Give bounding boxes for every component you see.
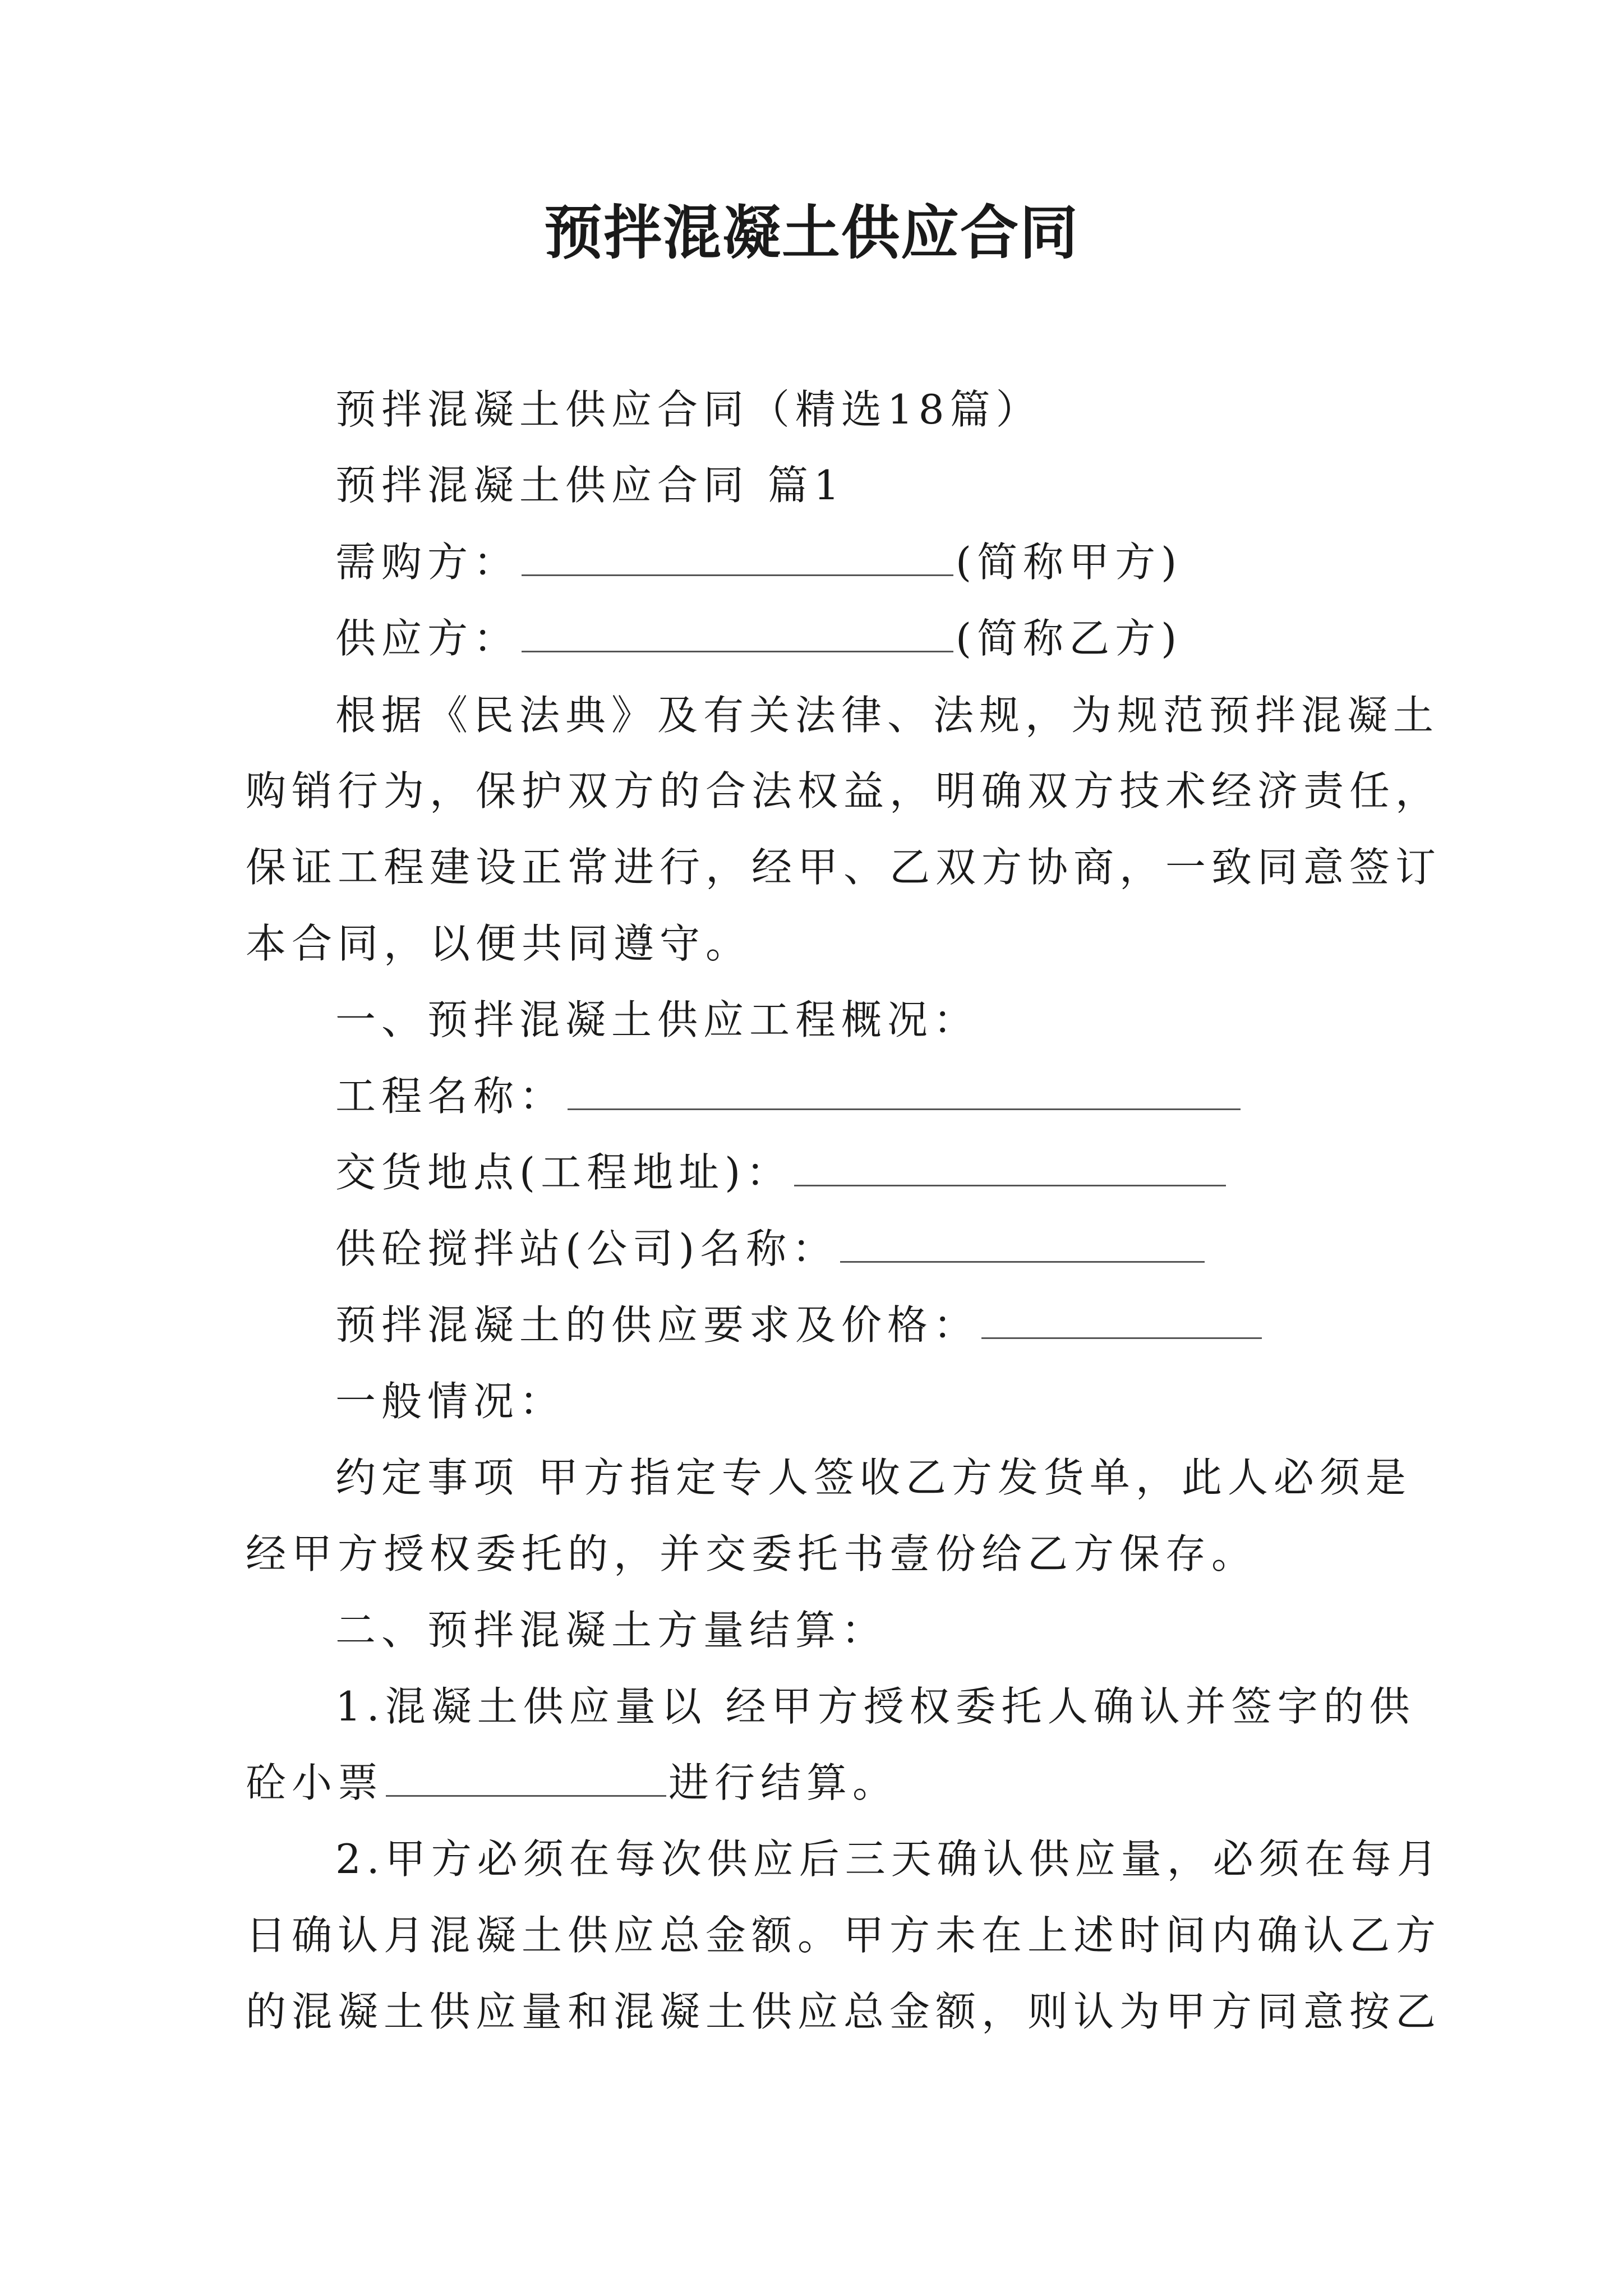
preamble-line-2: 购销行为，保护双方的合法权益，明确双方技术经济责任， bbox=[246, 767, 1442, 815]
item2-line-2: 日确认月混凝土供应总金额。甲方未在上述时间内确认乙方 bbox=[246, 1912, 1442, 1959]
project-name-blank bbox=[568, 1074, 1241, 1110]
preamble-line-4: 本合同，以便共同遵守。 bbox=[246, 920, 752, 967]
delivery-blank bbox=[794, 1150, 1226, 1186]
subtitle: 预拌混凝土供应合同（精选18篇） bbox=[335, 386, 1042, 433]
supplier-label: 供应方： bbox=[335, 615, 520, 662]
buyer-line bbox=[335, 534, 1182, 590]
project-name-label: 工程名称： bbox=[335, 1073, 566, 1120]
price-blank bbox=[981, 1303, 1262, 1339]
general-label: 一般情况： bbox=[335, 1378, 566, 1425]
station-label: 供砼搅拌站(公司)名称： bbox=[335, 1225, 838, 1272]
agreement-line-2: 经甲方授权委托的，并交委托书壹份给乙方保存。 bbox=[246, 1530, 1258, 1577]
section-heading: 预拌混凝土供应合同 篇1 bbox=[335, 462, 845, 509]
document-title: 预拌混凝土供应合同 bbox=[543, 198, 1079, 267]
preamble-line-3: 保证工程建设正常进行，经甲、乙双方协商，一致同意签订 bbox=[246, 844, 1442, 891]
item1-prefix: 砼小票 bbox=[246, 1759, 384, 1806]
price-line bbox=[335, 1297, 1264, 1353]
buyer-suffix: (简称甲方) bbox=[956, 539, 1183, 586]
delivery-line bbox=[335, 1144, 1228, 1200]
item2-line-1: 2.甲方必须在每次供应后三天确认供应量，必须在每月 bbox=[335, 1835, 1443, 1883]
delivery-label: 交货地点(工程地址)： bbox=[335, 1149, 792, 1196]
supplier-line bbox=[335, 610, 1182, 666]
item1-line-2 bbox=[246, 1755, 898, 1811]
part1-heading: 一、预拌混凝土供应工程概况： bbox=[335, 996, 980, 1043]
supplier-suffix: (简称乙方) bbox=[956, 615, 1183, 662]
project-name-line bbox=[335, 1068, 1243, 1124]
station-blank bbox=[840, 1226, 1205, 1263]
part2-heading: 二、预拌混凝土方量结算： bbox=[335, 1607, 888, 1654]
item2-line-3: 的混凝土供应量和混凝土供应总金额，则认为甲方同意按乙 bbox=[246, 1988, 1442, 2035]
agreement-line-1: 约定事项 甲方指定专人签收乙方发货单，此人必须是 bbox=[335, 1454, 1412, 1501]
buyer-label: 需购方： bbox=[335, 539, 520, 586]
item1-blank bbox=[386, 1760, 666, 1797]
item1-suffix: 进行结算。 bbox=[668, 1759, 899, 1806]
station-line bbox=[335, 1221, 1207, 1277]
price-label: 预拌混凝土的供应要求及价格： bbox=[335, 1301, 980, 1349]
supplier-blank bbox=[522, 616, 953, 652]
preamble-line-1: 根据《民法典》及有关法律、法规，为规范预拌混凝土 bbox=[335, 692, 1440, 739]
buyer-blank bbox=[522, 540, 953, 576]
item1-line-1: 1.混凝土供应量以 经甲方授权委托人确认并签字的供 bbox=[335, 1683, 1415, 1730]
